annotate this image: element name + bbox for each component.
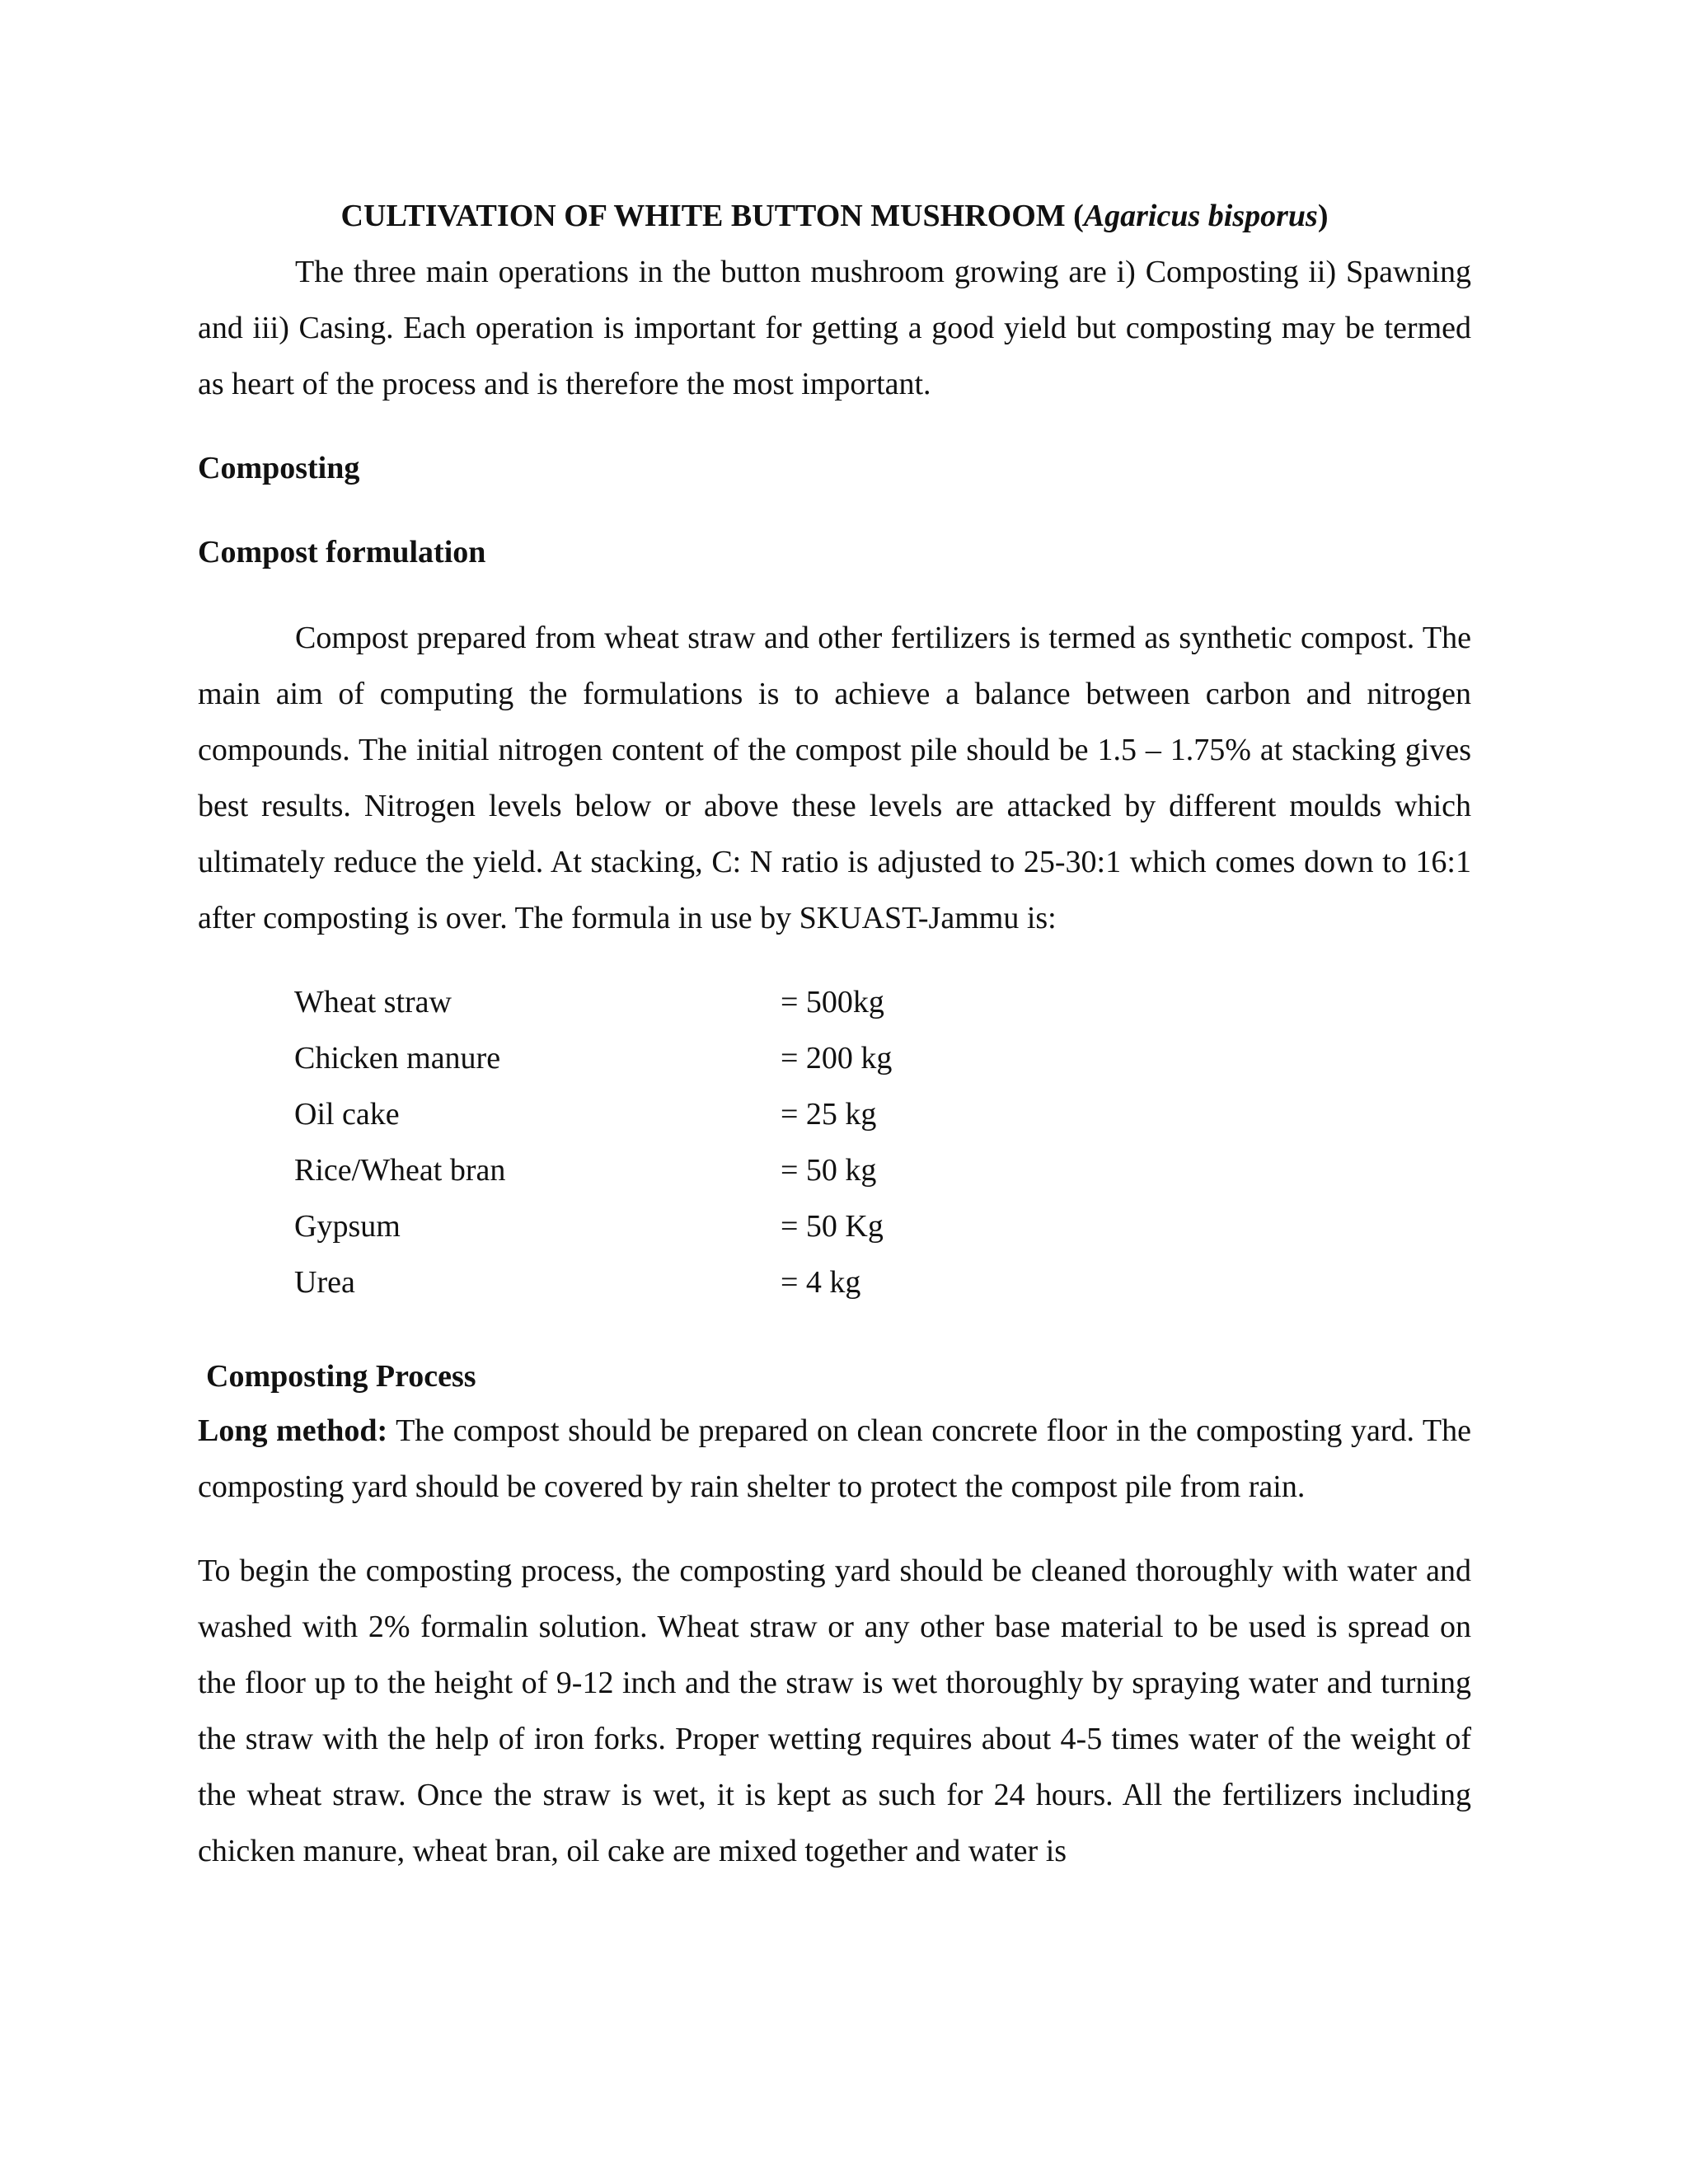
long-method-text: The compost should be prepared on clean concrete floor in the composting yard. The composting yard should be covered by rain shelter to protect the compost pile from rain. [198,1413,1472,1504]
formula-row [294,1142,1036,1198]
ingredient-quantity: = 4 kg [781,1265,861,1300]
title-close: ) [1317,199,1329,233]
formula-row [294,1030,1036,1086]
ingredient-name: Oil cake [294,1097,400,1132]
heading-compost-formulation: Compost formulation [198,535,486,569]
ingredient-quantity: = 200 kg [781,1041,893,1076]
formula-row [294,974,1036,1030]
ingredient-name: Urea [294,1265,355,1300]
ingredient-name: Chicken manure [294,1041,501,1076]
ingredient-quantity: = 500kg [781,985,884,1019]
ingredient-name: Rice/Wheat bran [294,1153,506,1188]
ingredient-quantity: = 50 Kg [781,1209,884,1244]
ingredient-name: Wheat straw [294,985,452,1019]
long-method-label: Long method: [198,1413,388,1448]
begin-paragraph: To begin the composting process, the composting yard should be cleaned thoroughly with water and washed with 2% formalin solution. Wheat straw or any other base material to be used is spread on the floor up to the height of 9-12 inch and the straw is wet thoroughly by spraying water and turning the straw with the help of iron forks. Proper wetting requires about 4-5 times water of the weight of the wheat straw. Once the straw is wet, it is kept as such for 24 hours. All the fertilizers including chicken manure, wheat bran, oil cake are mixed together and water is [198,1554,1471,1868]
heading-composting-process: Composting Process [206,1359,476,1394]
page-title [198,193,1471,239]
formula-row [294,1086,1036,1142]
ingredient-quantity: = 25 kg [781,1097,877,1132]
formula-row [294,1254,1036,1310]
formula-list [294,974,1036,1310]
ingredient-name: Gypsum [294,1209,401,1244]
title-scientific-name: Agaricus bisporus [1083,199,1318,233]
intro-paragraph: The three main operations in the button mushroom growing are i) Composting ii) Spawning and iii) Casing. Each operation is important for getting a good yield but composting may be termed as heart of the process and is therefore the most important. [198,255,1471,401]
heading-composting: Composting [198,451,360,485]
long-method-paragraph [198,1403,1471,1515]
formulation-paragraph: Compost prepared from wheat straw and other fertilizers is termed as synthetic compost. The main aim of computing the formulations is to achieve a balance between carbon and nitrogen compounds. The initial nitrogen content of the compost pile should be 1.5 – 1.75% at stacking gives best results. Nitrogen levels below or above these levels are attacked by different moulds which ultimately reduce the yield. At stacking, C: N ratio is adjusted to 25-30:1 which comes down to 16:1 after composting is over. The formula in use by SKUAST-Jammu is: [198,621,1471,935]
ingredient-quantity: = 50 kg [781,1153,877,1188]
title-main: CULTIVATION OF WHITE BUTTON MUSHROOM ( [340,199,1084,233]
formula-row [294,1198,1036,1254]
